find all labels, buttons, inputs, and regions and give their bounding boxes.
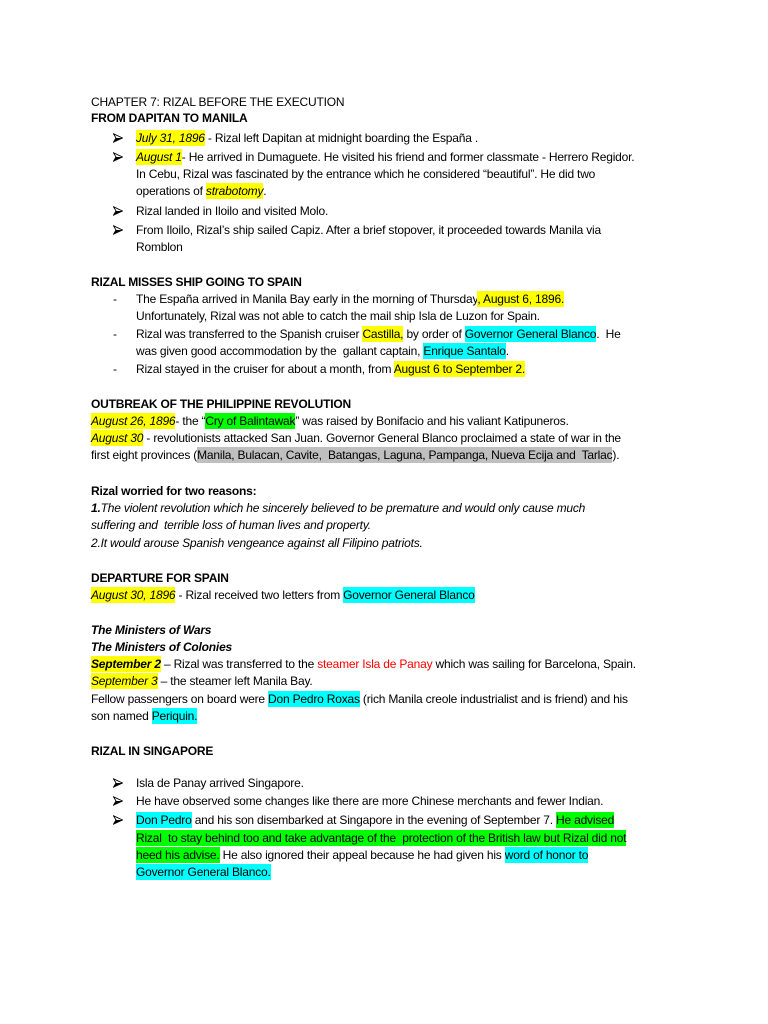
dash-bullet: - xyxy=(113,327,117,341)
line-text: (rich Manila creole industrialist and is friend) and his xyxy=(359,692,628,706)
date-highlight: July 31, 1896 xyxy=(136,131,205,145)
paragraph-line xyxy=(91,691,628,707)
list-item xyxy=(136,149,634,165)
line-text: ” was raised by Bonifacio and his valiant Katipuneros. xyxy=(295,414,569,428)
person-highlight: Don Pedro Roxas xyxy=(268,692,360,706)
arrowhead-bullet-icon xyxy=(113,133,123,143)
date-highlight: September 3 xyxy=(91,674,158,688)
advice-highlight: heed his advise. xyxy=(136,848,220,862)
item-text: Rizal stayed in the cruiser for about a month, from xyxy=(136,362,394,376)
item-text: - Rizal left Dapitan at midnight boarding the España . xyxy=(204,131,478,145)
paragraph-line xyxy=(91,656,636,672)
date-highlight: September 2 xyxy=(91,657,161,671)
paragraph-line xyxy=(91,430,621,446)
section-heading-worries: Rizal worried for two reasons: xyxy=(91,484,257,498)
list-item-continuation xyxy=(136,343,509,359)
provinces-highlight: Manila, Bulacan, Cavite, Batangas, Laguna, Pampanga, Nueva Ecija and Tarlac xyxy=(197,448,613,462)
person-highlight: Periquin. xyxy=(151,709,198,723)
ship-highlight: Castilla, xyxy=(362,327,404,341)
item-text: - He arrived in Dumaguete. He visited his friend and former classmate - Herrero Regidor. xyxy=(181,150,635,164)
item-text: and his son disembarked at Singapore in the evening of September 7. xyxy=(191,813,557,827)
list-item: Rizal landed in Iloilo and visited Molo. xyxy=(136,204,329,218)
paragraph-line xyxy=(91,587,475,603)
term-highlight: strabotomy xyxy=(205,184,264,198)
arrowhead-bullet-icon xyxy=(113,815,123,825)
item-text: . He xyxy=(596,327,621,341)
arrowhead-bullet-icon xyxy=(113,796,123,806)
date-highlight: August 6 to September 2. xyxy=(393,362,526,376)
list-item xyxy=(136,130,478,146)
arrowhead-bullet-icon xyxy=(113,206,123,216)
person-highlight: Enrique Santalo xyxy=(423,344,506,358)
ship-name-red: steamer Isla de Panay xyxy=(317,657,433,671)
section-heading-misses-ship: RIZAL MISSES SHIP GOING TO SPAIN xyxy=(91,275,302,289)
line-text: – the steamer left Manila Bay. xyxy=(157,674,313,688)
list-item-continuation xyxy=(136,183,266,199)
advice-highlight: Rizal to stay behind too and take advantage of the protection of the British law but Rizal did not xyxy=(136,831,627,845)
line-text: - revolutionists attacked San Juan. Governor General Blanco proclaimed a state of war in the xyxy=(143,431,621,445)
line-text: ). xyxy=(612,448,620,462)
line-text: - the “ xyxy=(175,414,206,428)
line-text: son named xyxy=(91,709,152,723)
arrowhead-bullet-icon xyxy=(113,225,123,235)
item-text: . xyxy=(263,184,267,198)
date-highlight: August 30, 1896 xyxy=(91,588,176,602)
date-highlight: August 26, 1896 xyxy=(91,414,176,428)
item-text: Rizal was transferred to the Spanish cruiser xyxy=(136,327,363,341)
person-highlight: Don Pedro xyxy=(136,813,192,827)
line-text: - Rizal received two letters from xyxy=(175,588,344,602)
list-item-continuation: Unfortunately, Rizal was not able to catch the mail ship Isla de Luzon for Spain. xyxy=(136,309,540,323)
chapter-title: CHAPTER 7: RIZAL BEFORE THE EXECUTION xyxy=(91,95,345,109)
paragraph-line xyxy=(91,673,313,689)
item-text: . xyxy=(505,344,509,358)
reason-line: suffering and terrible loss of human lives and property. xyxy=(91,518,371,532)
advice-highlight: He advised xyxy=(556,813,615,827)
person-highlight: Governor General Blanco xyxy=(464,327,597,341)
person-highlight: Governor General Blanco xyxy=(343,588,475,602)
honor-highlight: Governor General Blanco. xyxy=(136,865,271,879)
section-heading-from-dapitan: FROM DAPITAN TO MANILA xyxy=(91,111,248,125)
item-text: was given good accommodation by the gallant captain, xyxy=(136,344,424,358)
arrowhead-bullet-icon xyxy=(113,778,123,788)
reason-number: 1. xyxy=(91,501,101,515)
subheading-ministers: The Ministers of Wars xyxy=(91,623,212,637)
paragraph-line xyxy=(91,413,569,429)
subheading-ministers: The Ministers of Colonies xyxy=(91,640,233,654)
reason-line: 2.It would arouse Spanish vengeance against all Filipino patriots. xyxy=(91,536,423,550)
list-item-continuation xyxy=(136,847,588,863)
paragraph-line xyxy=(91,708,197,724)
line-text: first eight provinces ( xyxy=(91,448,198,462)
paragraph-line xyxy=(91,447,619,463)
line-text: which was sailing for Barcelona, Spain. xyxy=(432,657,636,671)
list-item xyxy=(136,326,621,342)
item-text: He also ignored their appeal because he had given his xyxy=(219,848,505,862)
section-heading-outbreak: OUTBREAK OF THE PHILIPPINE REVOLUTION xyxy=(91,397,351,411)
item-text: operations of xyxy=(136,184,206,198)
item-text: The España arrived in Manila Bay early in the morning of Thursday xyxy=(136,292,478,306)
list-item-continuation xyxy=(136,830,626,846)
dash-bullet: - xyxy=(113,362,117,376)
honor-highlight: word of honor to xyxy=(504,848,589,862)
list-item xyxy=(136,291,564,307)
list-item: Isla de Panay arrived Singapore. xyxy=(136,776,304,790)
list-item xyxy=(136,812,614,828)
section-heading-singapore: RIZAL IN SINGAPORE xyxy=(91,744,214,758)
date-highlight: , August 6, 1896. xyxy=(477,292,565,306)
item-text: by order of xyxy=(403,327,465,341)
list-item-continuation: In Cebu, Rizal was fascinated by the entrance which he considered “beautiful”. He did two xyxy=(136,167,596,181)
line-text: Fellow passengers on board were xyxy=(91,692,269,706)
arrowhead-bullet-icon xyxy=(113,152,123,162)
reason-text: The violent revolution which he sincerely believed to be premature and would only cause much xyxy=(100,501,586,515)
list-item: From Iloilo, Rizal’s ship sailed Capiz. After a brief stopover, it proceeded towards Manila via xyxy=(136,223,602,237)
list-item-continuation: Romblon xyxy=(136,240,183,254)
date-highlight: August 1 xyxy=(136,150,182,164)
section-heading-departure: DEPARTURE FOR SPAIN xyxy=(91,571,229,585)
event-highlight: Cry of Balintawak xyxy=(205,414,296,428)
list-item xyxy=(136,361,525,377)
list-item: He have observed some changes like there are more Chinese merchants and fewer Indian. xyxy=(136,794,604,808)
date-highlight: August 30 xyxy=(91,431,144,445)
line-text: – Rizal was transferred to the xyxy=(160,657,318,671)
reason-line xyxy=(91,500,585,516)
dash-bullet: - xyxy=(113,292,117,306)
list-item-continuation xyxy=(136,864,271,880)
